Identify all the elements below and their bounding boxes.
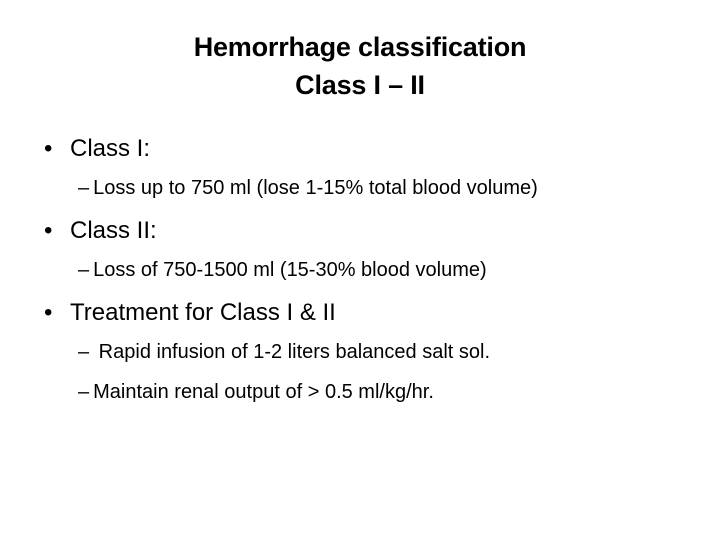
bullet-class-2 [44,214,704,248]
dash-icon: – [78,341,90,363]
sub-list-class-1 [78,174,704,202]
sub-item [78,378,704,406]
sub-item-text: Loss of 750-1500 ml (15-30% blood volume) [93,259,487,281]
dash-icon: – [78,177,90,199]
sub-list-class-2 [78,256,704,284]
bullet-icon: • [44,135,53,162]
title-line-1: Hemorrhage classification [193,32,527,62]
title-line-2: Class I – II [295,70,425,100]
bullet-label: Class I: [70,135,151,162]
sub-item-text: Loss up to 750 ml (lose 1-15% total blood volume) [93,177,538,199]
bullet-label: Class II: [70,217,157,244]
sub-item-text: Maintain renal output of > 0.5 ml/kg/hr. [93,381,434,403]
sub-item-text: Rapid infusion of 1-2 liters balanced salt sol. [93,341,491,363]
slide-content [44,132,704,418]
slide-title [0,28,720,104]
sub-item [78,174,704,202]
sub-item [78,256,704,284]
sub-item [78,338,704,366]
bullet-class-1 [44,132,704,166]
bullet-treatment [44,296,704,330]
bullet-icon: • [44,217,53,244]
bullet-label: Treatment for Class I & II [70,299,336,326]
dash-icon: – [78,381,90,403]
bullet-icon: • [44,299,53,326]
dash-icon: – [78,259,90,281]
sub-list-treatment [78,338,704,406]
